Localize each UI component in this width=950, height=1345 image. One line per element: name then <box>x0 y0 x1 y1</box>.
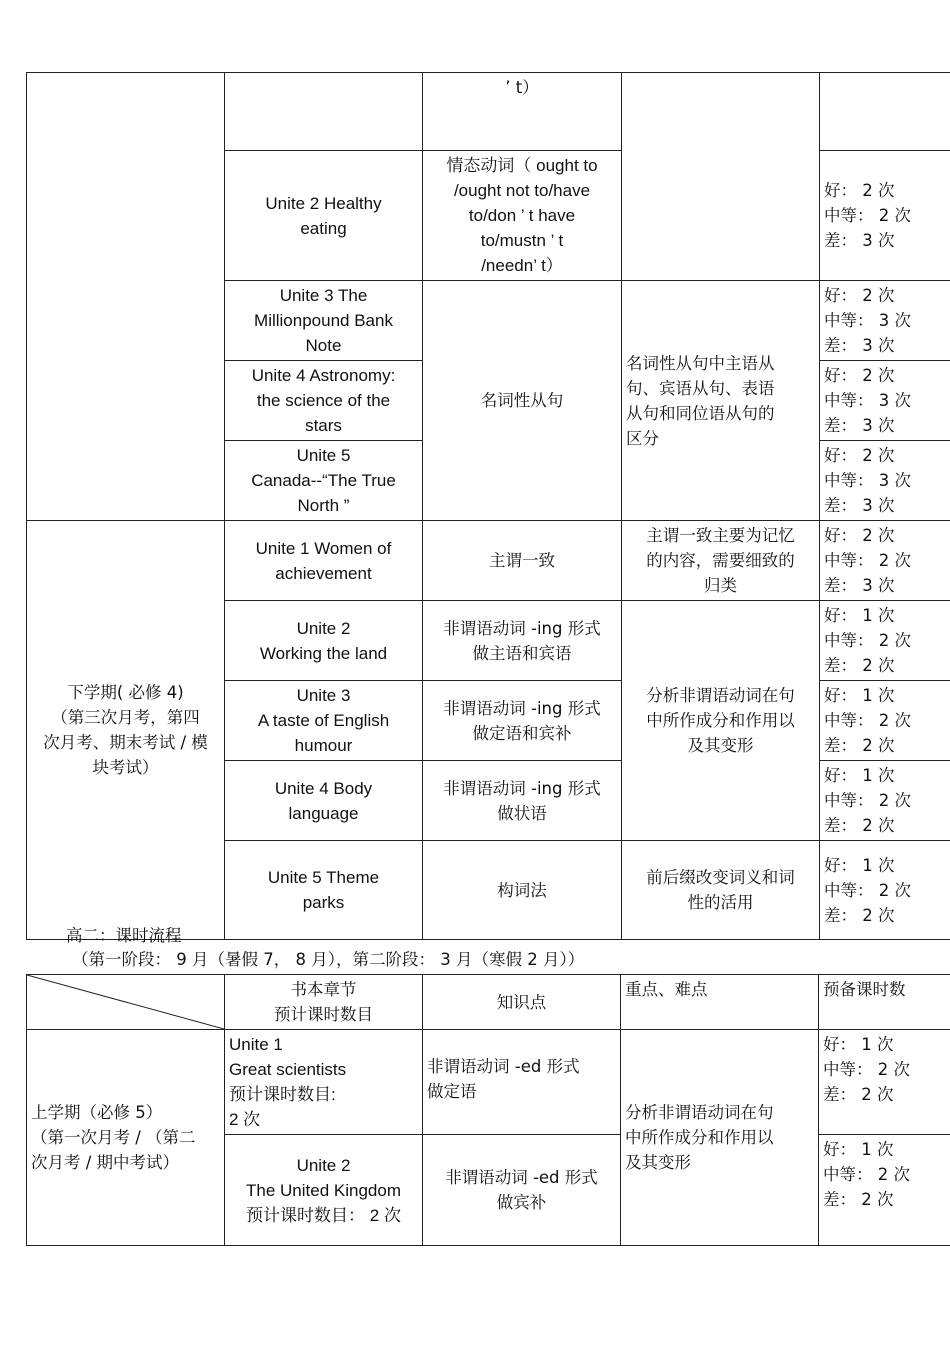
knowledge-cell: 非谓语动词 -ing 形式 做状语 <box>423 761 622 841</box>
chapter-cell: Unite 2 Working the land <box>225 601 423 681</box>
knowledge-cell: 非谓语动词 -ed 形式 做宾补 <box>423 1135 621 1246</box>
key-points-cell <box>622 73 820 281</box>
chapter-cell <box>225 73 423 151</box>
chapter-cell: Unite 3 The Millionpound Bank Note <box>225 281 423 361</box>
course-table-grade-2 <box>26 974 950 1246</box>
knowledge-cell: 非谓语动词 -ing 形式 做定语和宾补 <box>423 681 622 761</box>
chapter-cell: Unite 4 Astronomy: the science of the stars <box>225 361 423 441</box>
hours-cell: 好： 1 次 中等： 2 次 差： 2 次 <box>820 681 950 761</box>
term-cell-second-semester: 下学期( 必修 4) （第三次月考，第四 次月考、期末考试 / 模 块考试） <box>27 521 225 940</box>
chapter-cell: Unite 2 Healthy eating <box>225 151 423 281</box>
hours-cell: 好： 1 次 中等： 2 次 差： 2 次 <box>819 1135 950 1246</box>
term-cell-first-semester <box>27 73 225 521</box>
chapter-cell: Unite 3 A taste of English humour <box>225 681 423 761</box>
knowledge-cell: 构词法 <box>423 841 622 940</box>
hours-cell: 好： 2 次 中等： 2 次 差： 3 次 <box>820 151 950 281</box>
hours-cell <box>820 73 950 151</box>
hours-cell: 好： 2 次 中等： 3 次 差： 3 次 <box>820 361 950 441</box>
key-points-cell: 分析非谓语动词在句 中所作成分和作用以 及其变形 <box>622 601 820 841</box>
chapter-cell: Unite 1 Women of achievement <box>225 521 423 601</box>
chapter-cell: Unite 5 Canada--“The True North ” <box>225 441 423 521</box>
knowledge-cell: 非谓语动词 -ing 形式 做主语和宾语 <box>423 601 622 681</box>
hours-cell: 好： 1 次 中等： 2 次 差： 2 次 <box>820 601 950 681</box>
chapter-cell: Unite 5 Theme parks <box>225 841 423 940</box>
section-note: （第一阶段： 9 月（暑假 7， 8 月），第二阶段： 3 月（寒假 2 月）） <box>72 950 585 969</box>
header-chapter: 书本章节 预计课时数目 <box>225 975 423 1030</box>
knowledge-cell: 情态动词（ ought to /ought not to/have to/don ’ t have to/mustn ’ t /needn’ t） <box>423 151 622 281</box>
hours-cell: 好： 1 次 中等： 2 次 差： 2 次 <box>820 841 950 940</box>
knowledge-cell: 主谓一致 <box>423 521 622 601</box>
chapter-cell: Unite 4 Body language <box>225 761 423 841</box>
chapter-cell: Unite 2 The United Kingdom 预计课时数目： 2 次 <box>225 1135 423 1246</box>
key-points-cell: 前后缀改变词义和词 性的活用 <box>622 841 820 940</box>
diagonal-header-cell <box>27 975 225 1030</box>
hours-cell: 好： 2 次 中等： 3 次 差： 3 次 <box>820 281 950 361</box>
knowledge-cell: ’ t） <box>423 73 622 151</box>
diagonal-line <box>27 975 224 1029</box>
knowledge-cell: 非谓语动词 -ed 形式 做定语 <box>423 1030 621 1135</box>
hours-cell: 好： 2 次 中等： 3 次 差： 3 次 <box>820 441 950 521</box>
key-points-cell: 名词性从句中主语从 句、宾语从句、表语 从句和同位语从句的 区分 <box>622 281 820 521</box>
key-points-cell: 分析非谓语动词在句 中所作成分和作用以 及其变形 <box>621 1030 819 1246</box>
hours-cell: 好： 2 次 中等： 2 次 差： 3 次 <box>820 521 950 601</box>
chapter-cell: Unite 1 Great scientists 预计课时数目: 2 次 <box>225 1030 423 1135</box>
hours-cell: 好： 1 次 中等： 2 次 差： 2 次 <box>820 761 950 841</box>
term-cell-first-semester: 上学期（必修 5） （第一次月考 / （第二 次月考 / 期中考试） <box>27 1030 225 1246</box>
header-hours: 预备课时数 <box>819 975 950 1030</box>
section-title: 高二：课时流程 <box>66 926 182 945</box>
course-table-grade-1 <box>26 72 950 940</box>
header-knowledge: 知识点 <box>423 975 621 1030</box>
key-points-cell: 主谓一致主要为记忆 的内容，需要细致的 归类 <box>622 521 820 601</box>
knowledge-cell: 名词性从句 <box>423 281 622 521</box>
hours-cell: 好： 1 次 中等： 2 次 差： 2 次 <box>819 1030 950 1135</box>
header-key-points: 重点、难点 <box>621 975 819 1030</box>
